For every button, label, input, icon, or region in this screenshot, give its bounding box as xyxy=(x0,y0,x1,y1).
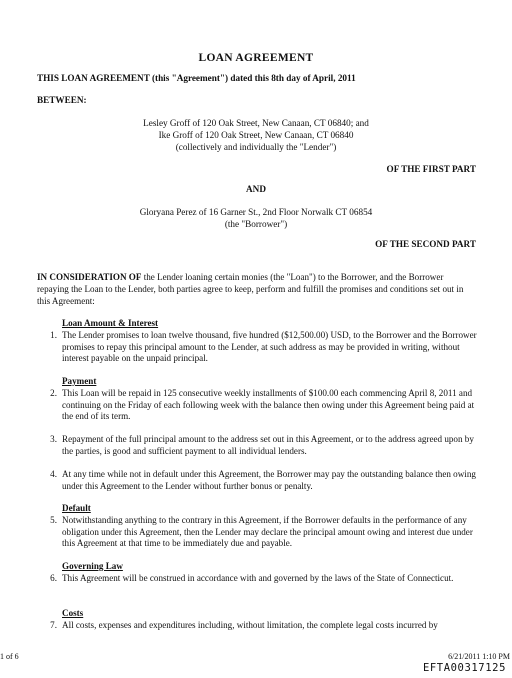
lender-line: (collectively and individually the "Lender") xyxy=(175,141,337,152)
clause-number: 5. xyxy=(50,514,57,525)
second-part-label: OF THE SECOND PART xyxy=(375,239,476,249)
clause-text: This Loan will be repaid in 125 consecutive weekly installments of $100.00 each commencing April 8, 2011 and continuing on the Friday of each following week with the balance then owing under this Agreement being paid at the end of its term. xyxy=(62,387,475,422)
borrower-line: Gloryana Perez of 16 Garner St., 2nd Floor Norwalk CT 06854 xyxy=(139,207,373,217)
clause-text: All costs, expenses and expenditures including, without limitation, the complete legal costs incurred by xyxy=(62,619,438,630)
clause-3 xyxy=(37,434,477,458)
clause-number: 2. xyxy=(50,387,57,398)
between-label: BETWEEN: xyxy=(37,95,87,105)
lender-block xyxy=(0,118,512,153)
consideration-lead: IN CONSIDERATION OF xyxy=(37,272,142,282)
clause-text: At any time while not in default under this Agreement, the Borrower may pay the outstanding balance then owing under this Agreement to the Lender without further bonus or penalty. xyxy=(62,469,476,491)
page-number: 1 of 6 xyxy=(0,652,19,661)
clause-7 xyxy=(37,608,477,632)
clause-heading: Loan Amount & Interest xyxy=(62,318,159,328)
clause-heading: Governing Law xyxy=(62,561,123,571)
lender-line: Ike Groff of 120 Oak Street, New Canaan, CT 06840 xyxy=(158,129,354,140)
clause-text: This Agreement will be construed in accordance with and governed by the laws of the State of Connecticut. xyxy=(62,572,454,583)
clause-heading: Costs xyxy=(62,608,84,618)
clause-number: 6. xyxy=(50,572,57,583)
consideration-text: the Lender loaning certain monies (the "Loan") to the Borrower, and the Borrower repaying the Loan to the Lender, both parties agree to keep, perform and fulfill the promises and conditions set out in this Agreement: xyxy=(37,272,464,306)
clause-number: 4. xyxy=(50,469,57,479)
lender-line: Lesley Groff of 120 Oak Street, New Canaan, CT 06840; and xyxy=(143,118,369,128)
borrower-line: (the "Borrower") xyxy=(224,218,288,229)
bates-number: EFTA00317125 xyxy=(422,662,506,674)
consideration-paragraph xyxy=(37,272,477,307)
clause-text: Notwithstanding anything to the contrary in this Agreement, if the Borrower defaults in the performance of any obligation under this Agreement, then the Lender may declare the principal amount owing and interest due under this Agreement at that time to be immediately due and payable. xyxy=(62,514,473,549)
clause-number: 7. xyxy=(50,619,57,630)
clause-heading: Payment xyxy=(62,376,97,386)
borrower-block xyxy=(0,207,512,231)
clause-text: Repayment of the full principal amount to the address set out in this Agreement, or to the address agreed upon by the parties, is good and sufficient payment to all individual lenders. xyxy=(62,434,474,456)
document-title: LOAN AGREEMENT xyxy=(198,52,314,64)
clause-number: 1. xyxy=(50,329,57,340)
clause-5 xyxy=(37,503,477,550)
clause-number: 3. xyxy=(50,434,57,444)
clause-6 xyxy=(37,561,477,585)
clause-2 xyxy=(37,376,477,423)
clause-text: The Lender promises to loan twelve thousand, five hundred ($12,500.00) USD, to the Borrower and the Borrower promises to repay this principal amount to the Lender, at such address as may be provided in writing, without interest payable on the unpaid principal. xyxy=(62,329,477,364)
intro-line: THIS LOAN AGREEMENT (this "Agreement") dated this 8th day of April, 2011 xyxy=(37,73,356,83)
print-timestamp: 6/21/2011 1:10 PM xyxy=(448,652,510,661)
first-part-label: OF THE FIRST PART xyxy=(386,164,476,174)
and-label: AND xyxy=(246,184,266,194)
clause-heading: Default xyxy=(62,503,91,513)
clause-4 xyxy=(37,469,477,493)
clause-1 xyxy=(37,318,477,365)
